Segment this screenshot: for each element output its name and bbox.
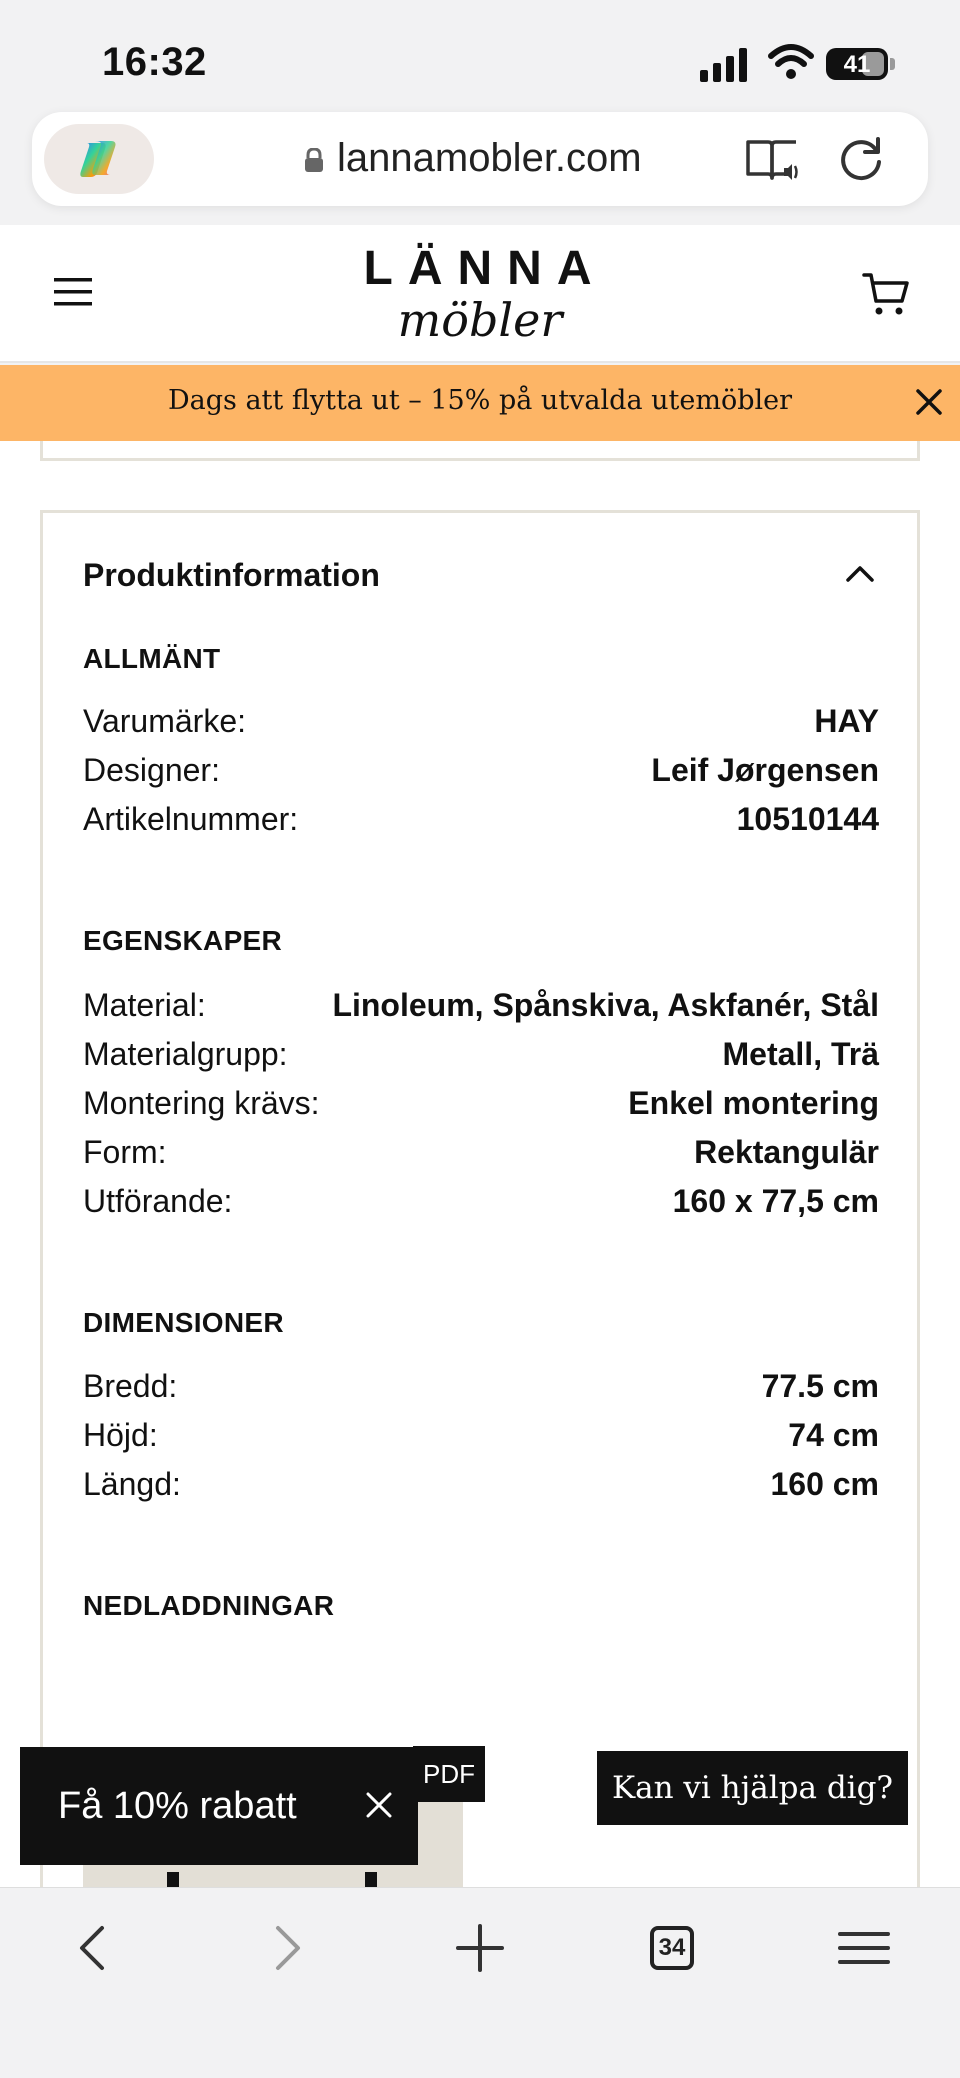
spec-value: Linoleum, Spånskiva, Askfanér, Stål xyxy=(332,987,879,1023)
section-heading: ALLMÄNT xyxy=(83,643,221,674)
spec-label: Materialgrupp: xyxy=(83,1036,288,1072)
pdf-badge[interactable]: PDF xyxy=(413,1746,485,1802)
page-content xyxy=(0,441,960,1887)
site-header xyxy=(0,225,960,363)
close-icon[interactable] xyxy=(914,387,944,417)
spec-label: Designer: xyxy=(83,752,220,788)
promo-text[interactable]: Dags att flytta ut – 15% på utvalda utemöbler xyxy=(167,385,793,416)
section-heading: DIMENSIONER xyxy=(83,1307,284,1338)
chevron-up-icon[interactable] xyxy=(845,563,875,583)
copilot-icon xyxy=(77,137,121,181)
spec-value: 160 cm xyxy=(770,1466,879,1502)
spec-row xyxy=(83,1368,879,1412)
spec-row xyxy=(83,1085,879,1129)
spec-label: Längd: xyxy=(83,1466,181,1502)
cellular-signal-icon xyxy=(700,48,750,82)
lock-icon xyxy=(304,148,324,172)
spec-value: Leif Jørgensen xyxy=(651,752,879,788)
status-bar xyxy=(0,0,960,110)
site-logo[interactable] xyxy=(320,242,640,347)
spec-value: 160 x 77,5 cm xyxy=(672,1183,879,1219)
spec-label: Höjd: xyxy=(83,1417,158,1453)
spec-row xyxy=(83,987,879,1031)
product-info-accordion xyxy=(40,510,920,1887)
logo-wordmark: LÄNNA xyxy=(363,242,607,295)
tabs-button[interactable] xyxy=(642,1918,702,1978)
spec-row xyxy=(83,1134,879,1178)
copilot-button[interactable] xyxy=(44,124,154,194)
spec-label: Artikelnummer: xyxy=(83,801,299,837)
wifi-icon xyxy=(768,44,814,80)
section-heading: NEDLADDNINGAR xyxy=(83,1590,335,1621)
status-time: 16:32 xyxy=(102,40,207,84)
spec-value: Rektangulär xyxy=(694,1134,879,1170)
spec-row xyxy=(83,801,879,845)
spec-label: Montering krävs: xyxy=(83,1085,320,1121)
hamburger-menu-icon[interactable] xyxy=(52,275,94,309)
spec-label: Bredd: xyxy=(83,1368,178,1404)
discount-popup[interactable] xyxy=(20,1747,418,1865)
discount-label[interactable]: Få 10% rabatt xyxy=(58,1785,297,1827)
browser-toolbar xyxy=(0,1887,960,2078)
spec-row xyxy=(83,1036,879,1080)
tab-count: 34 xyxy=(650,1926,694,1970)
spec-value: 77.5 cm xyxy=(761,1368,879,1404)
url-domain[interactable]: lannamobler.com xyxy=(337,136,642,180)
address-bar[interactable] xyxy=(32,112,928,206)
cart-icon[interactable] xyxy=(862,271,910,317)
spec-label: Utförande: xyxy=(83,1183,233,1219)
spec-value: 10510144 xyxy=(736,801,879,837)
spec-row xyxy=(83,703,879,747)
accordion-title[interactable]: Produktinformation xyxy=(83,557,380,593)
spec-row xyxy=(83,1466,879,1510)
section-heading: EGENSKAPER xyxy=(83,925,283,956)
browser-menu-icon[interactable] xyxy=(834,1918,894,1978)
spec-row xyxy=(83,752,879,796)
spec-value: Enkel montering xyxy=(628,1085,879,1121)
back-icon[interactable] xyxy=(64,1918,124,1978)
spec-label: Varumärke: xyxy=(83,703,247,739)
battery-icon xyxy=(826,48,896,80)
previous-panel xyxy=(40,441,920,461)
spec-row xyxy=(83,1417,879,1461)
spec-value: 74 cm xyxy=(788,1417,879,1453)
reader-mode-icon[interactable] xyxy=(744,134,800,184)
logo-script: möbler xyxy=(397,293,563,347)
spec-value: Metall, Trä xyxy=(722,1036,879,1072)
reload-icon[interactable] xyxy=(836,134,886,184)
spec-row xyxy=(83,1183,879,1227)
spec-label: Material: xyxy=(83,987,206,1023)
forward-icon[interactable] xyxy=(256,1918,316,1978)
spec-label: Form: xyxy=(83,1134,167,1170)
new-tab-icon[interactable] xyxy=(450,1918,510,1978)
spec-value: HAY xyxy=(814,703,879,739)
close-icon[interactable] xyxy=(364,1790,394,1820)
help-chat-button[interactable]: Kan vi hjälpa dig? xyxy=(597,1751,908,1825)
promo-banner xyxy=(0,365,960,441)
battery-level: 41 xyxy=(843,51,871,78)
